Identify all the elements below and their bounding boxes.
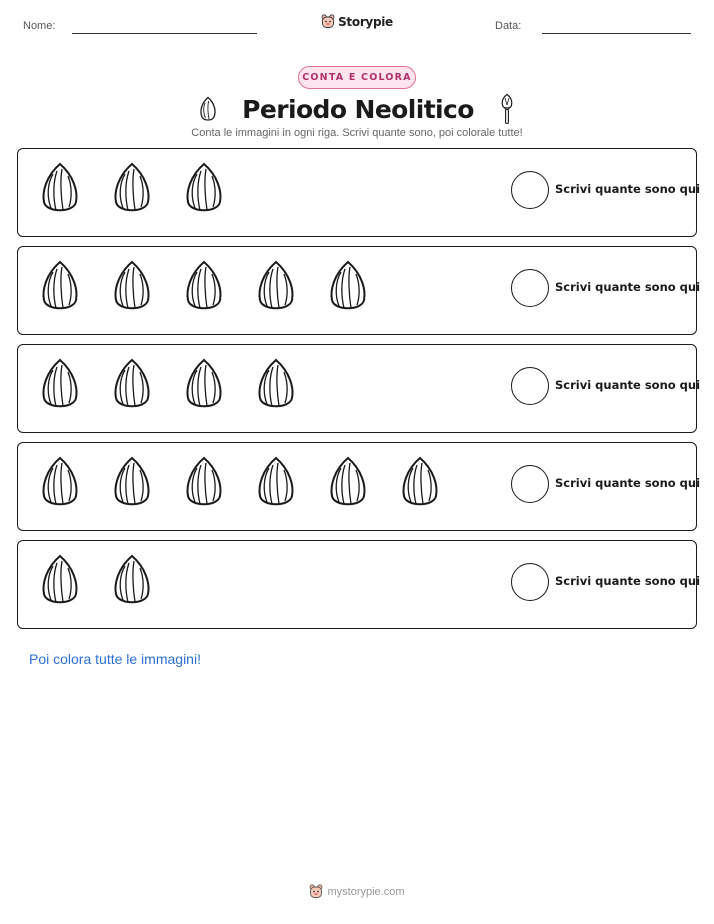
seed-group xyxy=(28,552,164,610)
site-url: mystorypie.com xyxy=(327,885,405,898)
answer-prompt: Scrivi quante sono qui xyxy=(555,378,701,392)
seed-icon[interactable] xyxy=(100,356,164,414)
seed-icon[interactable] xyxy=(244,356,308,414)
answer-circle[interactable] xyxy=(511,171,549,209)
counting-row xyxy=(17,246,701,335)
counting-row xyxy=(17,148,701,237)
seed-icon[interactable] xyxy=(172,454,236,512)
counting-row xyxy=(17,442,701,531)
seed-icon xyxy=(198,96,218,122)
seed-icon[interactable] xyxy=(28,160,92,218)
seed-icon[interactable] xyxy=(244,258,308,316)
answer-circle[interactable] xyxy=(511,465,549,503)
answer-prompt: Scrivi quante sono qui xyxy=(555,182,701,196)
mascot-icon xyxy=(321,14,335,29)
instructions: Conta le immagini in ogni riga. Scrivi quante sono, poi colorale tutte! xyxy=(191,127,523,139)
answer-circle[interactable] xyxy=(511,367,549,405)
seed-icon[interactable] xyxy=(28,258,92,316)
seed-icon[interactable] xyxy=(100,454,164,512)
seed-group xyxy=(28,160,236,218)
page-title: Periodo Neolitico xyxy=(242,94,474,124)
seed-icon[interactable] xyxy=(28,454,92,512)
answer-circle[interactable] xyxy=(511,563,549,601)
seed-group xyxy=(28,356,308,414)
name-label: Nome: xyxy=(23,20,56,32)
activity-badge: CONTA E COLORA xyxy=(298,66,416,89)
seed-icon[interactable] xyxy=(316,258,380,316)
seed-icon[interactable] xyxy=(244,454,308,512)
footer-note: Poi colora tutte le immagini! xyxy=(29,651,201,667)
brand-name: Storypie xyxy=(338,14,393,29)
answer-prompt: Scrivi quante sono qui xyxy=(555,280,701,294)
date-line[interactable] xyxy=(542,33,691,34)
answer-circle[interactable] xyxy=(511,269,549,307)
seed-icon[interactable] xyxy=(316,454,380,512)
seed-icon[interactable] xyxy=(172,258,236,316)
counting-row xyxy=(17,540,701,629)
answer-prompt: Scrivi quante sono qui xyxy=(555,574,701,588)
seed-icon[interactable] xyxy=(172,356,236,414)
stone-tool-icon xyxy=(498,93,516,125)
site-footer xyxy=(0,884,714,899)
title-row xyxy=(0,90,714,128)
seed-icon[interactable] xyxy=(388,454,452,512)
name-line[interactable] xyxy=(72,33,257,34)
date-label: Data: xyxy=(495,20,522,32)
seed-group xyxy=(28,258,380,316)
seed-group xyxy=(28,454,452,512)
mascot-icon xyxy=(309,884,323,899)
seed-icon[interactable] xyxy=(100,160,164,218)
seed-icon[interactable] xyxy=(172,160,236,218)
seed-icon[interactable] xyxy=(100,552,164,610)
seed-icon[interactable] xyxy=(28,552,92,610)
storypie-logo xyxy=(0,14,714,29)
counting-row xyxy=(17,344,701,433)
seed-icon[interactable] xyxy=(28,356,92,414)
answer-prompt: Scrivi quante sono qui xyxy=(555,476,701,490)
seed-icon[interactable] xyxy=(100,258,164,316)
